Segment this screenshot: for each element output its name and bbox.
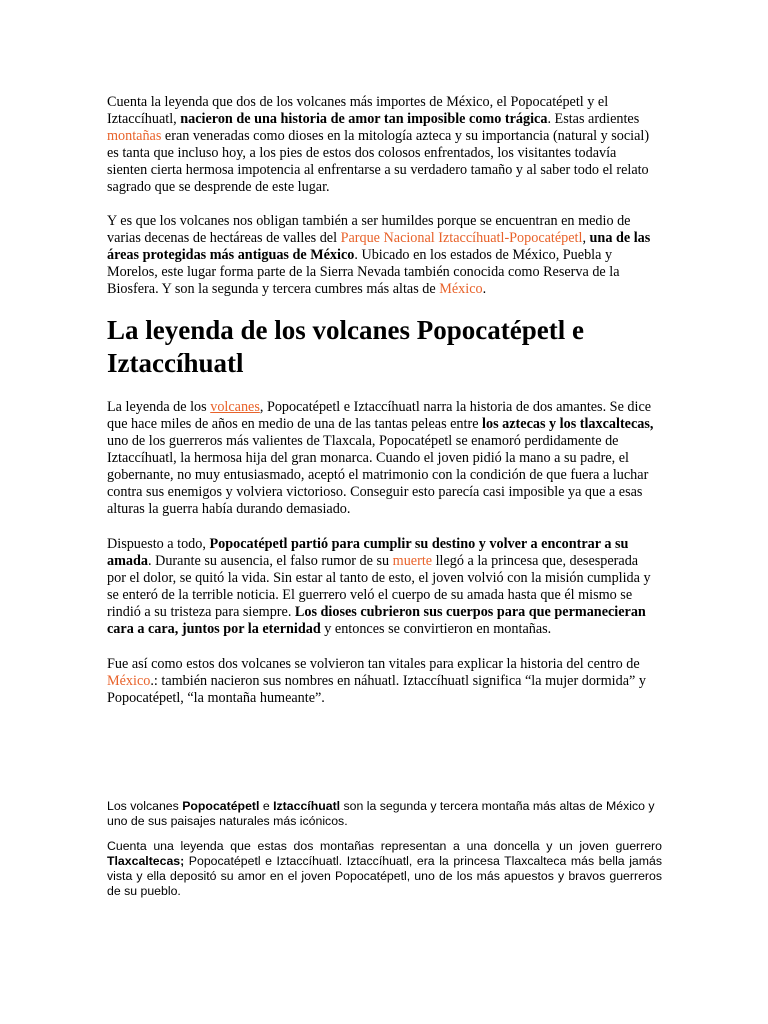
paragraph-legend	[107, 399, 659, 518]
bold-text: Los dioses cubrieron sus cuerpos para que permanecieran cara a cara, juntos por la eternidad	[107, 604, 646, 637]
text: . Estas ardientes	[547, 111, 640, 127]
text: eran veneradas como dioses en la mitología azteca y su importancia (natural y social) es tanta que incluso hoy, a los pies de estos dos colosos enfrentados, los visitantes todavía sienten cierta hermosa impotencia al enfrentarse a su verdadero tamaño y al saber todo el relato sagrado que se desprende de este lugar.	[107, 128, 650, 195]
text: Cuenta una leyenda que estas dos montañas representan a una doncella y un joven guerrero	[107, 839, 662, 853]
text: . Ubicado en los estados de México, Puebla y Morelos, este lugar forma parte de la Sierra Nevada también conocida como Reserva de la Biosfera. Y son la segunda y tercera cumbres más altas de	[107, 247, 620, 297]
bold-text: los aztecas y los tlaxcaltecas,	[482, 416, 654, 432]
bold-text: Iztaccíhuatl	[273, 799, 341, 813]
bold-text: nacieron de una historia de amor tan imposible como trágica	[180, 111, 548, 127]
link-mexico[interactable]: México	[439, 281, 483, 297]
text: . Durante su ausencia, el falso rumor de su	[148, 553, 393, 569]
text: , Popocatépetl e Iztaccíhuatl narra la historia de dos amantes. Se dice que hace miles de años en medio de una de las tantas peleas entre	[107, 399, 652, 432]
paragraph-destiny	[107, 536, 659, 638]
text: son la segunda y tercera montaña más altas de México y uno de sus paisajes naturales más icónicos.	[107, 799, 655, 828]
text: uno de los guerreros más valientes de Tlaxcala, Popocatépetl se enamoró perdidamente de Iztaccíhuatl, la hermosa hija del gran monarca. Cuando el joven pidió la mano a su padre, el gobernante, no muy entusiasmado, aceptó el matrimonio con la condición de que fuera a luchar contra sus enemigos y volviera victorioso. Conseguir esto parecía casi imposible ya que a esas alturas la guerra había durando demasiado.	[107, 433, 649, 517]
text: .	[482, 281, 487, 297]
bold-text: Popocatépetl partió para cumplir su destino y volver a encontrar a su amada	[107, 536, 629, 569]
text: ,	[582, 230, 590, 246]
bold-text: Tlaxcaltecas;	[107, 854, 185, 868]
paragraph-park	[107, 213, 659, 298]
text: Popocatépetl e Iztaccíhuatl. Iztaccíhuatl, era la princesa Tlaxcalteca más bella jamás vista y ella depositó su amor en el joven Popocatépetl, uno de los más apuestos y bravos guerreros de su pueblo.	[107, 854, 662, 898]
text: Los volcanes	[107, 799, 183, 813]
text: y entonces se convirtieron en montañas.	[320, 621, 552, 637]
text: Y es que los volcanes nos obligan también a ser humildes porque se encuentran en medio de varias decenas de hectáreas de valles del	[107, 213, 631, 246]
link-mexico-2[interactable]: México	[107, 673, 151, 689]
text: Dispuesto a todo,	[107, 536, 210, 552]
link-muerte[interactable]: muerte	[392, 553, 433, 569]
section-heading: La leyenda de los volcanes Popocatépetl e Iztaccíhuatl	[107, 315, 584, 378]
link-volcanes[interactable]: volcanes	[210, 399, 260, 415]
paragraph-intro	[107, 94, 659, 196]
text: La leyenda de los	[107, 399, 211, 415]
link-parque-nacional[interactable]: Parque Nacional Iztaccíhuatl-Popocatépetl	[340, 230, 583, 246]
text: e	[259, 799, 274, 813]
paragraph-summary	[107, 799, 662, 829]
paragraph-legend-short	[107, 839, 662, 899]
paragraph-names	[107, 656, 659, 707]
text: Fue así como estos dos volcanes se volvieron tan vitales para explicar la historia del centro de	[107, 656, 640, 672]
bold-text: Popocatépetl	[182, 799, 260, 813]
text: Cuenta la leyenda que dos de los volcanes más importes de México, el Popocatépetl y el Iztaccíhuatl,	[107, 94, 609, 127]
link-montanas[interactable]: montañas	[107, 128, 162, 144]
bold-text: una de las áreas protegidas más antiguas de México	[107, 230, 651, 263]
text: .: también nacieron sus nombres en náhuatl. Iztaccíhuatl significa “la mujer dormida” y Popocatépetl, “la montaña humeante”.	[107, 673, 646, 706]
text: llegó a la princesa que, desesperada por el dolor, se quitó la vida. Sin estar al tanto de esto, el joven volvió con la misión cumplida y se enteró de la terrible noticia. El guerrero veló el cuerpo de su amada hasta que él mismo se rindió a su tristeza para siempre.	[107, 553, 651, 620]
